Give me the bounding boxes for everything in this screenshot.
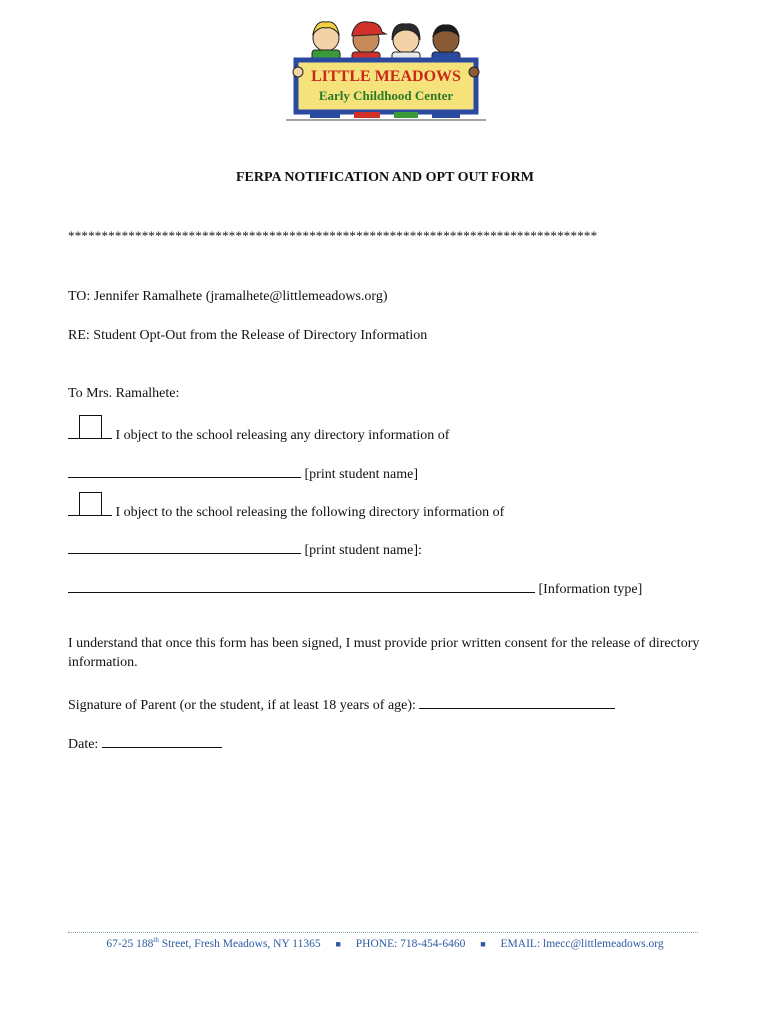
signature-field[interactable]	[419, 694, 615, 709]
option2-row	[68, 501, 504, 521]
form-title: FERPA NOTIFICATION AND OPT OUT FORM	[235, 170, 535, 185]
logo-line2: Early Childhood Center	[318, 88, 454, 103]
footer-phone: PHONE: 718-454-6460	[355, 937, 466, 950]
square-bullet-icon: ■	[335, 938, 341, 949]
little-meadows-logo	[286, 14, 486, 122]
date-field[interactable]	[102, 733, 222, 748]
option1-checkbox[interactable]	[79, 415, 102, 439]
option2-text: I object to the school releasing the following directory information of	[115, 505, 505, 520]
to-line: TO: Jennifer Ramalhete (jramalhete@littlemeadows.org)	[68, 289, 388, 304]
square-bullet-icon: ■	[480, 938, 486, 949]
separator-stars: *******************************************************************************	[68, 228, 598, 243]
option1-row	[68, 424, 449, 444]
signature-row	[68, 694, 615, 714]
consent-paragraph: I understand that once this form has been signed, I must provide prior written consent for the release of directory information.	[68, 636, 700, 670]
option1-text: I object to the school releasing any directory information of	[115, 428, 450, 443]
option1-name-hint: [print student name]	[304, 467, 419, 482]
option2-name-hint: [print student name]:	[304, 543, 422, 558]
option2-info-field[interactable]	[68, 578, 535, 593]
option1-name-field[interactable]	[68, 463, 301, 478]
kids-illustration	[312, 22, 460, 62]
option2-info-hint: [Information type]	[538, 582, 643, 597]
footer	[0, 936, 770, 950]
signature-label: Signature of Parent (or the student, if at least 18 years of age):	[68, 698, 416, 713]
salutation: To Mrs. Ramalhete:	[68, 386, 180, 401]
date-label: Date:	[68, 737, 99, 752]
logo-line1: LITTLE MEADOWS	[311, 68, 461, 85]
re-line: RE: Student Opt-Out from the Release of Directory Information	[68, 328, 428, 343]
footer-address: 67-25 188th Street, Fresh Meadows, NY 11365	[106, 936, 321, 950]
date-row	[68, 733, 222, 753]
option1-name-row	[68, 463, 418, 483]
option2-checkbox[interactable]	[79, 492, 102, 516]
option2-info-row	[68, 578, 642, 598]
footer-email[interactable]: EMAIL: lmecc@littlemeadows.org	[500, 937, 664, 950]
option2-name-field[interactable]	[68, 539, 301, 554]
footer-divider	[68, 932, 698, 933]
option2-name-row	[68, 539, 422, 559]
